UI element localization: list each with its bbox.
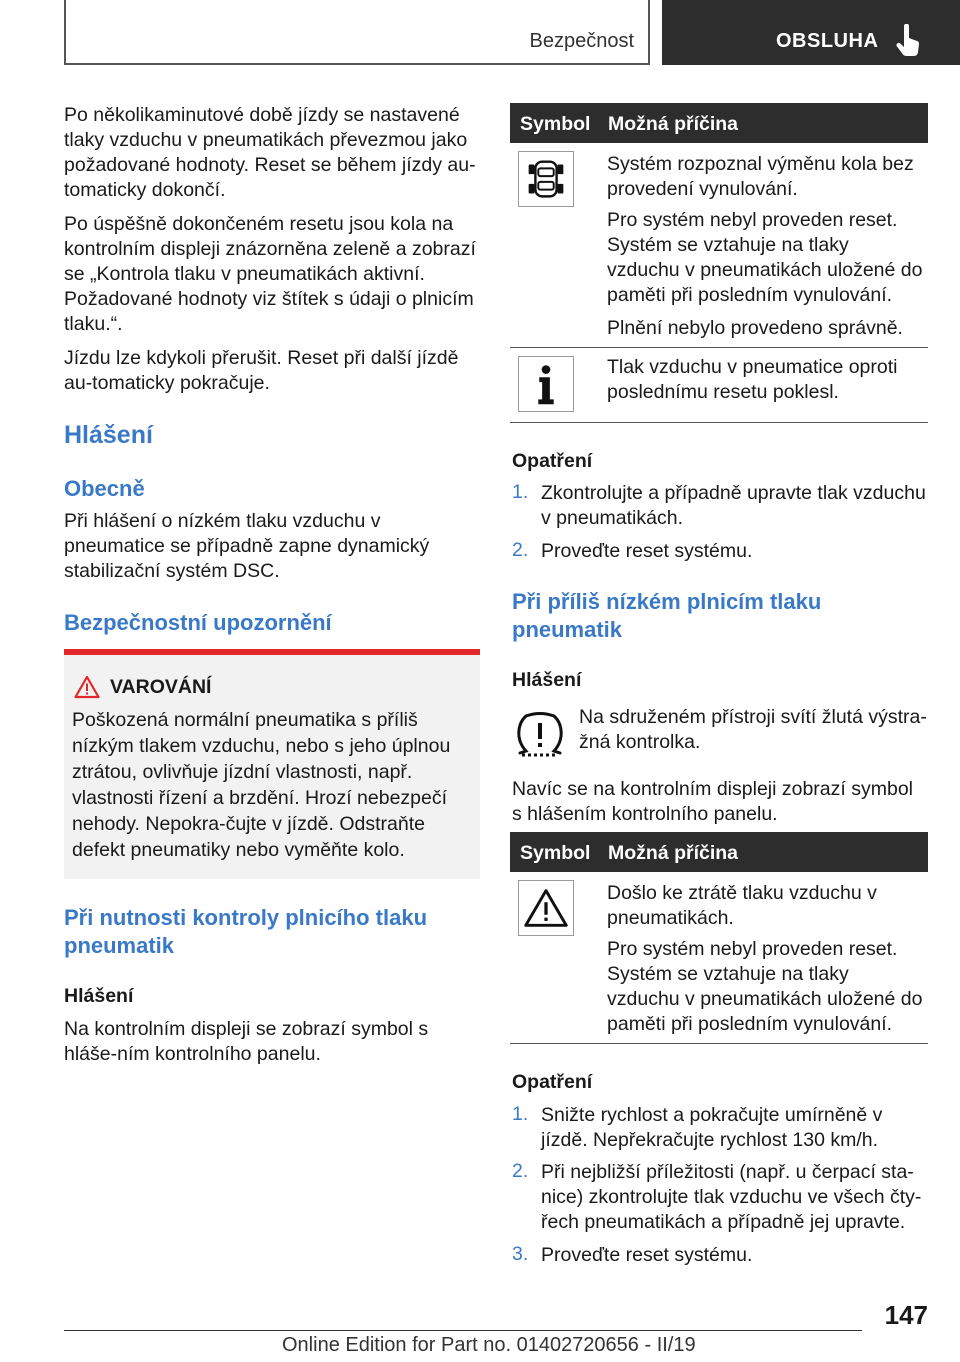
- warning-box: [64, 655, 480, 879]
- navic-paragraph: Navíc se na kontrolním displeji zobrazí symbol s hlášením kontrolního panelu.: [512, 778, 913, 825]
- table1-header: [510, 103, 928, 143]
- table2-col-symbol: Symbol: [520, 842, 591, 864]
- heading-opatreni-2: Opatření: [512, 1071, 593, 1093]
- table1-row1-symbol: [518, 151, 574, 207]
- header-chapter-tab: [662, 0, 960, 65]
- opatreni1-item1-number: 1.: [512, 481, 529, 503]
- table1-row1-text-1: Systém rozpoznal výměnu kola bez provedení vynulování.: [607, 153, 914, 200]
- tpms-paragraph: Na sdruženém přístroji svítí žlutá výstra-žná kontrolka.: [579, 706, 927, 753]
- intro-paragraph-3: Jízdu lze kdykoli přerušit. Reset při další jízdě au-tomaticky pokračuje.: [64, 347, 459, 394]
- opatreni1-item2-text: Proveďte reset systému.: [541, 540, 753, 562]
- table1-row2-text: Tlak vzduchu v pneumatice oproti poslednímu resetu poklesl.: [607, 356, 898, 403]
- heading-hlaseni-sub: Hlášení: [64, 985, 134, 1007]
- table1-col-symbol: Symbol: [520, 113, 591, 135]
- header-section-title: Bezpečnost: [529, 30, 634, 52]
- table1-row-divider: [510, 347, 928, 348]
- info-icon: [519, 357, 573, 411]
- table2-col-cause: Možná příčina: [608, 842, 739, 864]
- opatreni2-item3-text: Proveďte reset systému.: [541, 1244, 753, 1266]
- table1-bottom-line: [510, 422, 928, 423]
- table1-row1-text-3: Plnění nebylo provedeno správně.: [607, 317, 903, 339]
- table1-row2-symbol: [518, 356, 574, 412]
- heading-opatreni-1: Opatření: [512, 450, 593, 472]
- table2-header: [510, 832, 928, 872]
- opatreni1-item2-number: 2.: [512, 539, 529, 561]
- heading-obecne: Obecně: [64, 476, 145, 501]
- page-number: 147: [884, 1300, 928, 1330]
- tpms-warning-icon: [512, 707, 568, 763]
- header-section-box: [64, 0, 650, 65]
- heading-bezpecnostni-upozorneni: Bezpečnostní upozornění: [64, 610, 332, 635]
- table2-bottom-line: [510, 1043, 928, 1044]
- warning-triangle-icon: [74, 675, 100, 699]
- opatreni2-item2-number: 2.: [512, 1160, 529, 1182]
- heading-hlaseni: Hlášení: [64, 421, 153, 449]
- heading-hlaseni-right: Hlášení: [512, 669, 582, 691]
- warning-text: Poškozená normální pneumatika s příliš nízkým tlakem vzduchu, nebo s jeho úplnou ztrátou, ovlivňuje jízdní vlastnosti, např. vlastnosti řízení a brzdění. Hrozí nebezpečí nehody. Nepokra-čujte v jízdě. Odstraňte defekt pneumatiky nebo vyměňte kolo.: [72, 709, 451, 861]
- footer-edition: Online Edition for Part no. 01402720656 - II/19: [282, 1334, 696, 1356]
- intro-paragraph-1: Po několikaminutové době jízdy se nastavené tlaky vzduchu v pneumatikách převezmou jako požadované hodnoty. Reset se během jízdy au-tomaticky dokončí.: [64, 104, 476, 201]
- table1-row1-text-2: Pro systém nebyl proveden reset. Systém se vztahuje na tlaky vzduchu v pneumatikách uložené do paměti při posledním vynulování.: [607, 209, 923, 306]
- intro-paragraph-2: Po úspěšně dokončeném resetu jsou kola na kontrolním displeji znázorněna zeleně a zobrazí se „Kontrola tlaku v pneumatikách aktivní. Požadované hodnoty viz štítek s údaji o plnicím tlaku.“.: [64, 213, 476, 335]
- kontrola-paragraph: Na kontrolním displeji se zobrazí symbol s hláše-ním kontrolního panelu.: [64, 1018, 429, 1065]
- opatreni2-item2-text: Při nejbližší příležitosti (např. u čerpací sta-nice) zkontrolujte tlak vzduchu ve všech čty-řech pneumatikách a případně jej upravte.: [541, 1161, 922, 1233]
- table2-row1-text-2: Pro systém nebyl proveden reset. Systém se vztahuje na tlaky vzduchu v pneumatikách uložené do paměti při posledním vynulování.: [607, 938, 923, 1035]
- opatreni2-item1-text: Snižte rychlost a pokračujte umírněně v jízdě. Nepřekračujte rychlost 130 km/h.: [541, 1104, 883, 1151]
- table2-row1-symbol: [518, 880, 574, 936]
- opatreni1-item1-text: Zkontrolujte a případně upravte tlak vzduchu v pneumatikách.: [541, 482, 926, 529]
- warning-triangle-icon: [519, 881, 573, 935]
- obecne-paragraph: Při hlášení o nízkém tlaku vzduchu v pneumatice se případně zapne dynamický stabilizační systém DSC.: [64, 510, 430, 582]
- footer-rule: [64, 1330, 862, 1331]
- heading-kontrola-tlaku: Při nutnosti kontroly plnicího tlaku pneumatik: [64, 905, 428, 958]
- heading-prilis-nizky-tlak: Při příliš nízkém plnicím tlaku pneumatik: [512, 589, 822, 642]
- table1-col-cause: Možná příčina: [608, 113, 739, 135]
- opatreni2-item3-number: 3.: [512, 1243, 529, 1265]
- warning-title: VAROVÁNÍ: [110, 676, 212, 698]
- table2-row1-text-1: Došlo ke ztrátě tlaku vzduchu v pneumatikách.: [607, 882, 877, 929]
- hand-pointer-icon: [894, 24, 922, 58]
- car-wheels-icon: [519, 152, 573, 206]
- header-chapter-title: OBSLUHA: [776, 30, 879, 52]
- opatreni2-item1-number: 1.: [512, 1103, 529, 1125]
